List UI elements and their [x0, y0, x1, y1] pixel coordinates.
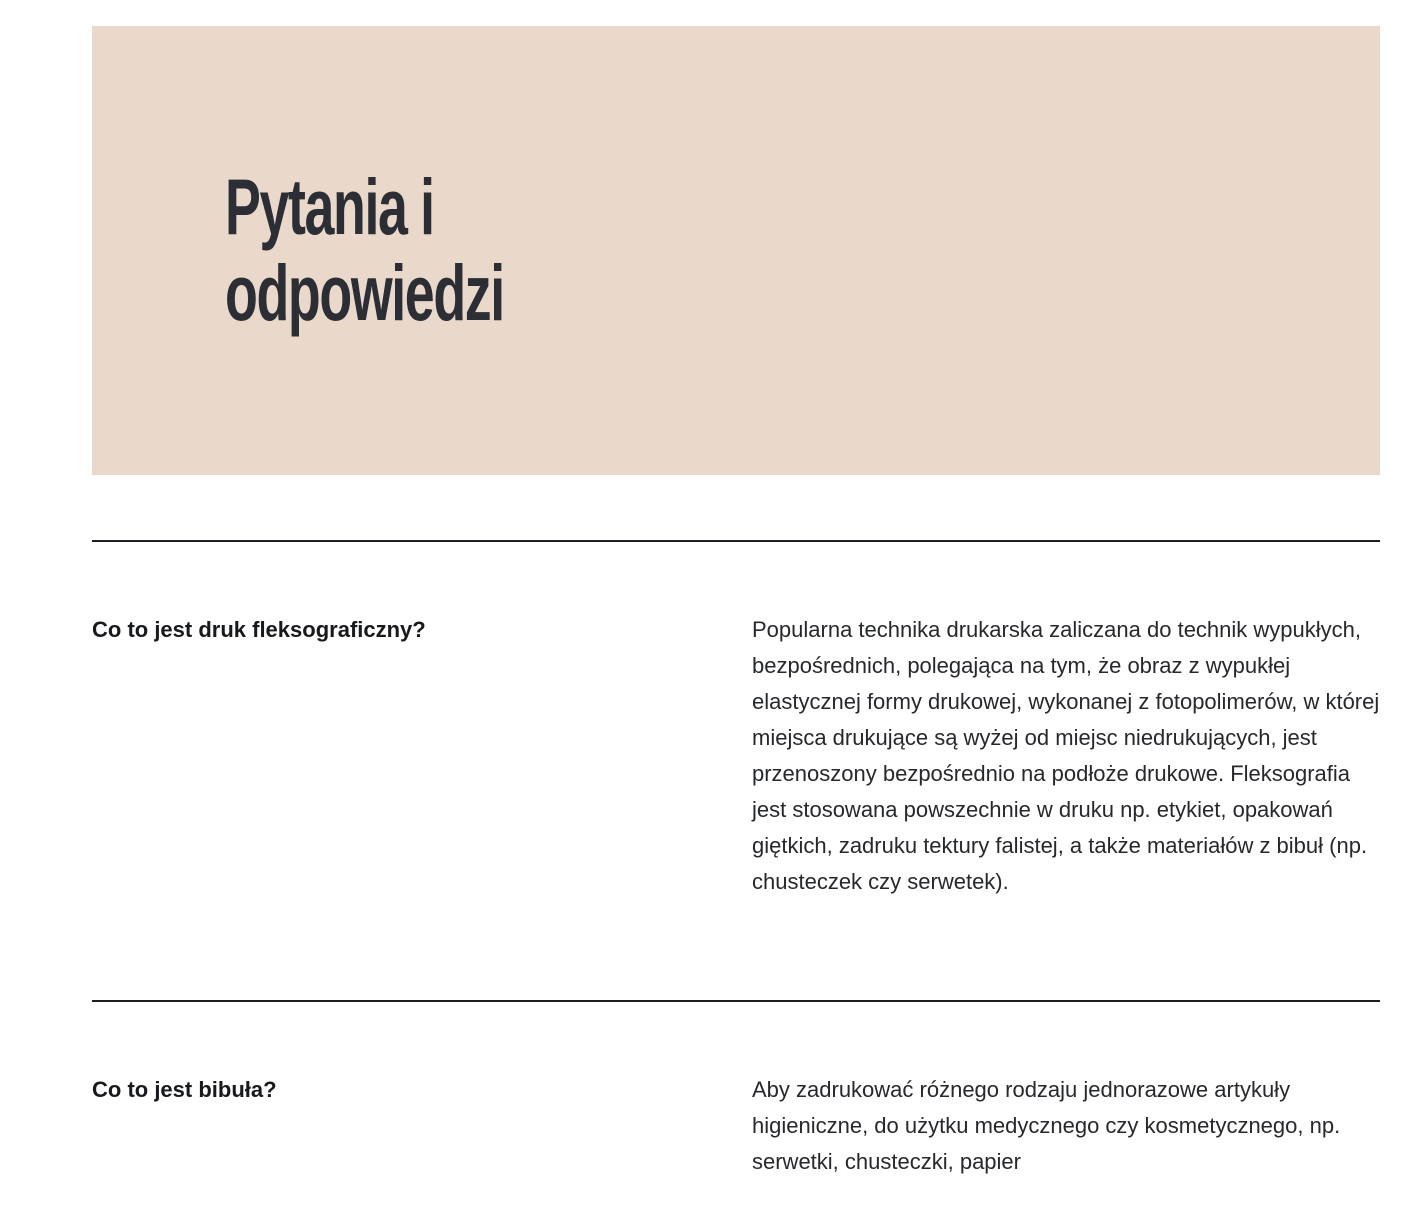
faq-answer: Popularna technika drukarska zaliczana do technik wypukłych, bezpośrednich, polegająca na tym, że obraz z wypukłej elastycznej formy drukowej, wykonanej z fotopolimerów, w której miejsca drukujące są wyżej od miejsc niedrukujących, jest przenoszony bezpośrednio na podłoże drukowe. Fleksografia jest stosowana powszechnie w druku np. etykiet, opakowań giętkich, zadruku tektury falistej, a także materiałów z bibuł (np. chusteczek czy serwetek). — [752, 617, 1380, 894]
faq-question: Co to jest bibuła? — [92, 1077, 277, 1102]
page-content — [92, 26, 1380, 1180]
faq-row-flexographic-print — [92, 542, 1380, 1000]
faq-question: Co to jest druk fleksograficzny? — [92, 617, 426, 642]
hero-banner — [92, 26, 1380, 475]
page-title: Pytania i odpowiedzi — [225, 162, 504, 337]
faq-row-tissue-paper — [92, 1002, 1380, 1180]
faq-answer: Aby zadrukować różnego rodzaju jednorazowe artykuły higieniczne, do użytku medycznego czy kosmetycznego, np. serwetki, chusteczki, papier — [752, 1077, 1341, 1174]
